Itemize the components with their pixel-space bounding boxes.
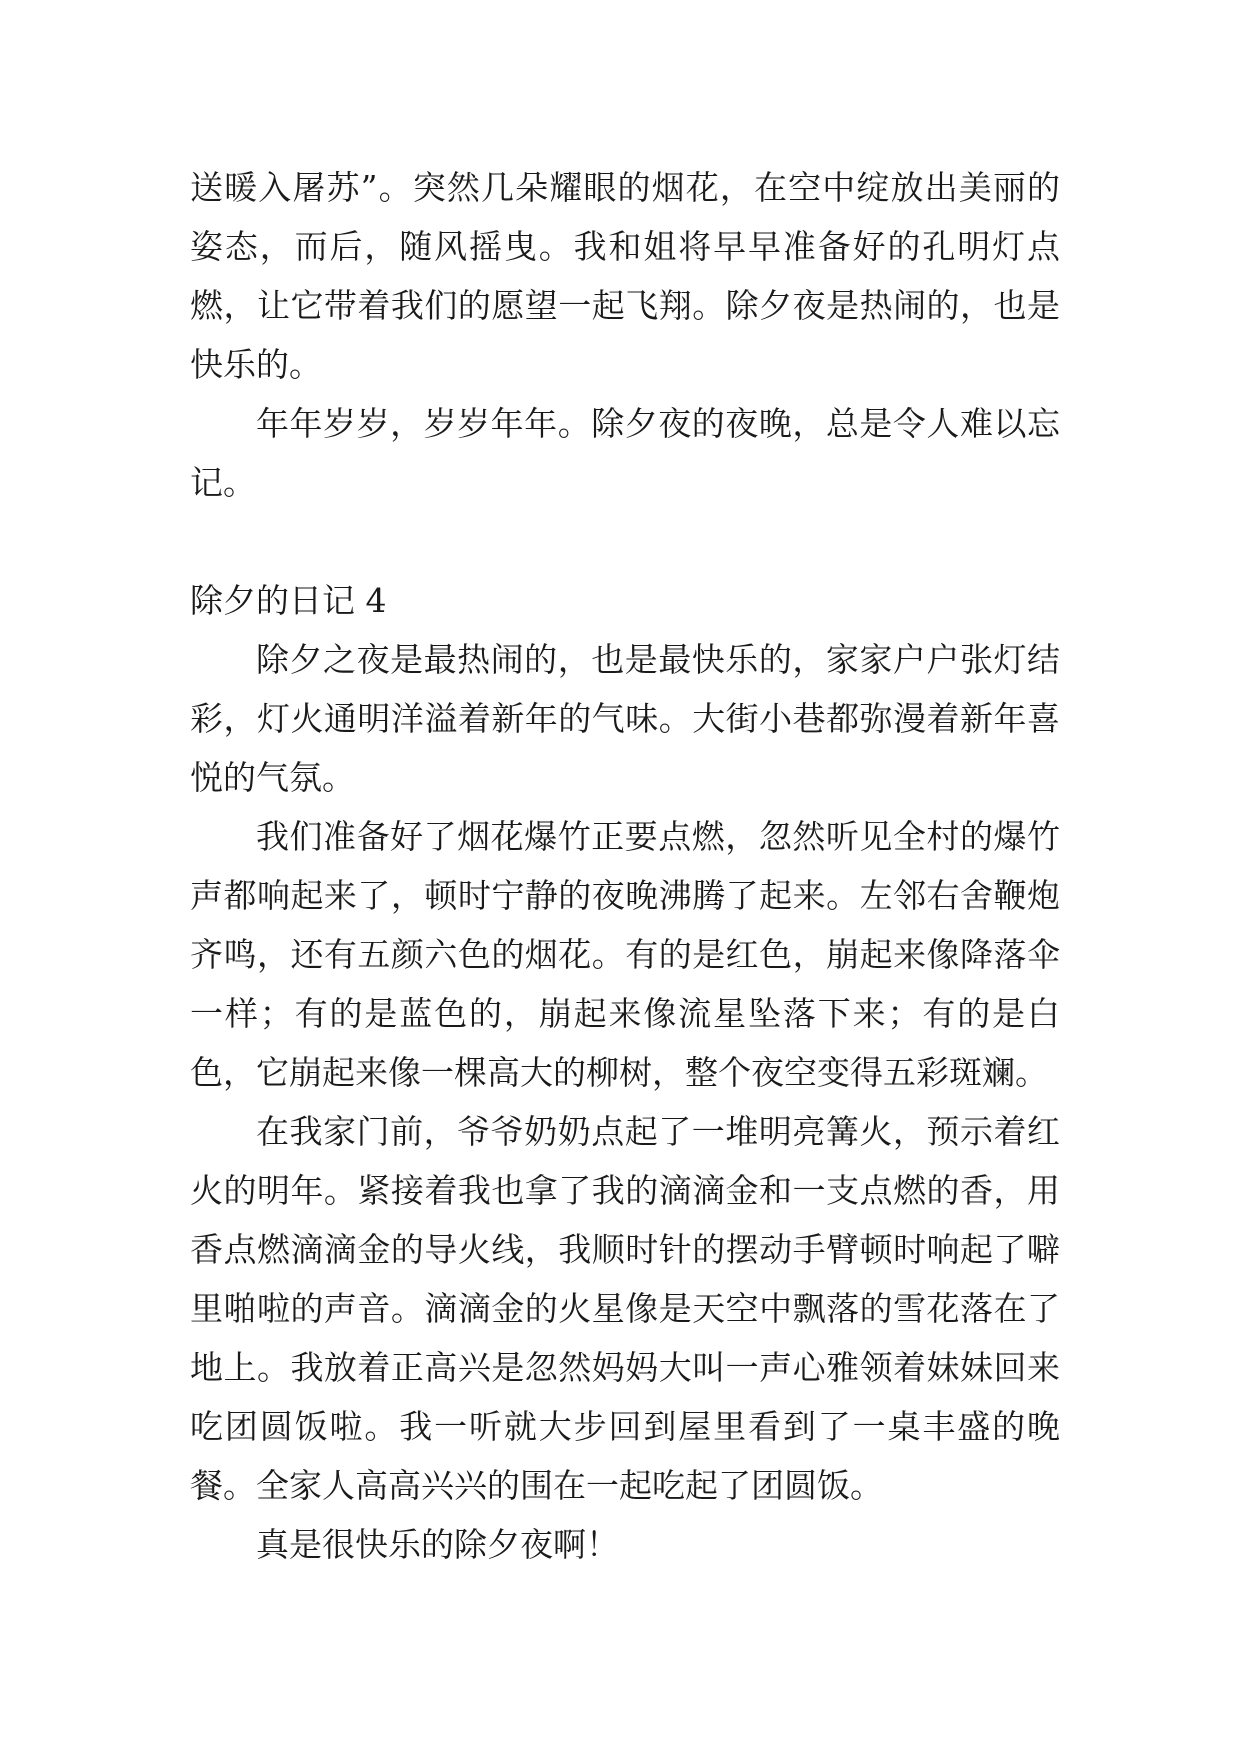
section-title: 除夕的日记 4	[190, 581, 387, 620]
paragraph: 真是很快乐的除夕夜啊！	[256, 1525, 619, 1564]
section-spacer	[190, 512, 1060, 571]
paragraph: 年年岁岁，岁岁年年。除夕夜的夜晚，总是令人难以忘记。	[190, 404, 1060, 502]
paragraph: 除夕之夜是最热闹的，也是最快乐的，家家户户张灯结彩，灯火通明洋溢着新年的气味。大街小巷都弥漫着新年喜悦的气氛。	[190, 640, 1060, 797]
document-body	[190, 158, 1060, 1574]
paragraph: 我们准备好了烟花爆竹正要点燃，忽然听见全村的爆竹声都响起来了，顿时宁静的夜晚沸腾了起来。左邻右舍鞭炮齐鸣，还有五颜六色的烟花。有的是红色，崩起来像降落伞一样；有的是蓝色的，崩起来像流星坠落下来；有的是白色，它崩起来像一棵高大的柳树，整个夜空变得五彩斑斓。	[190, 817, 1060, 1092]
paragraph: 在我家门前，爷爷奶奶点起了一堆明亮篝火，预示着红火的明年。紧接着我也拿了我的滴滴金和一支点燃的香，用香点燃滴滴金的导火线，我顺时针的摆动手臂顿时响起了噼里啪啦的声音。滴滴金的火星像是天空中飘落的雪花落在了地上。我放着正高兴是忽然妈妈大叫一声心雅领着妹妹回来吃团圆饭啦。我一听就大步回到屋里看到了一桌丰盛的晚餐。全家人高高兴兴的围在一起吃起了团圆饭。	[190, 1112, 1060, 1505]
paragraph-continued: 送暖入屠苏”。突然几朵耀眼的烟花，在空中绽放出美丽的姿态，而后，随风摇曳。我和姐将早早准备好的孔明灯点燃，让它带着我们的愿望一起飞翔。除夕夜是热闹的，也是快乐的。	[190, 168, 1060, 384]
